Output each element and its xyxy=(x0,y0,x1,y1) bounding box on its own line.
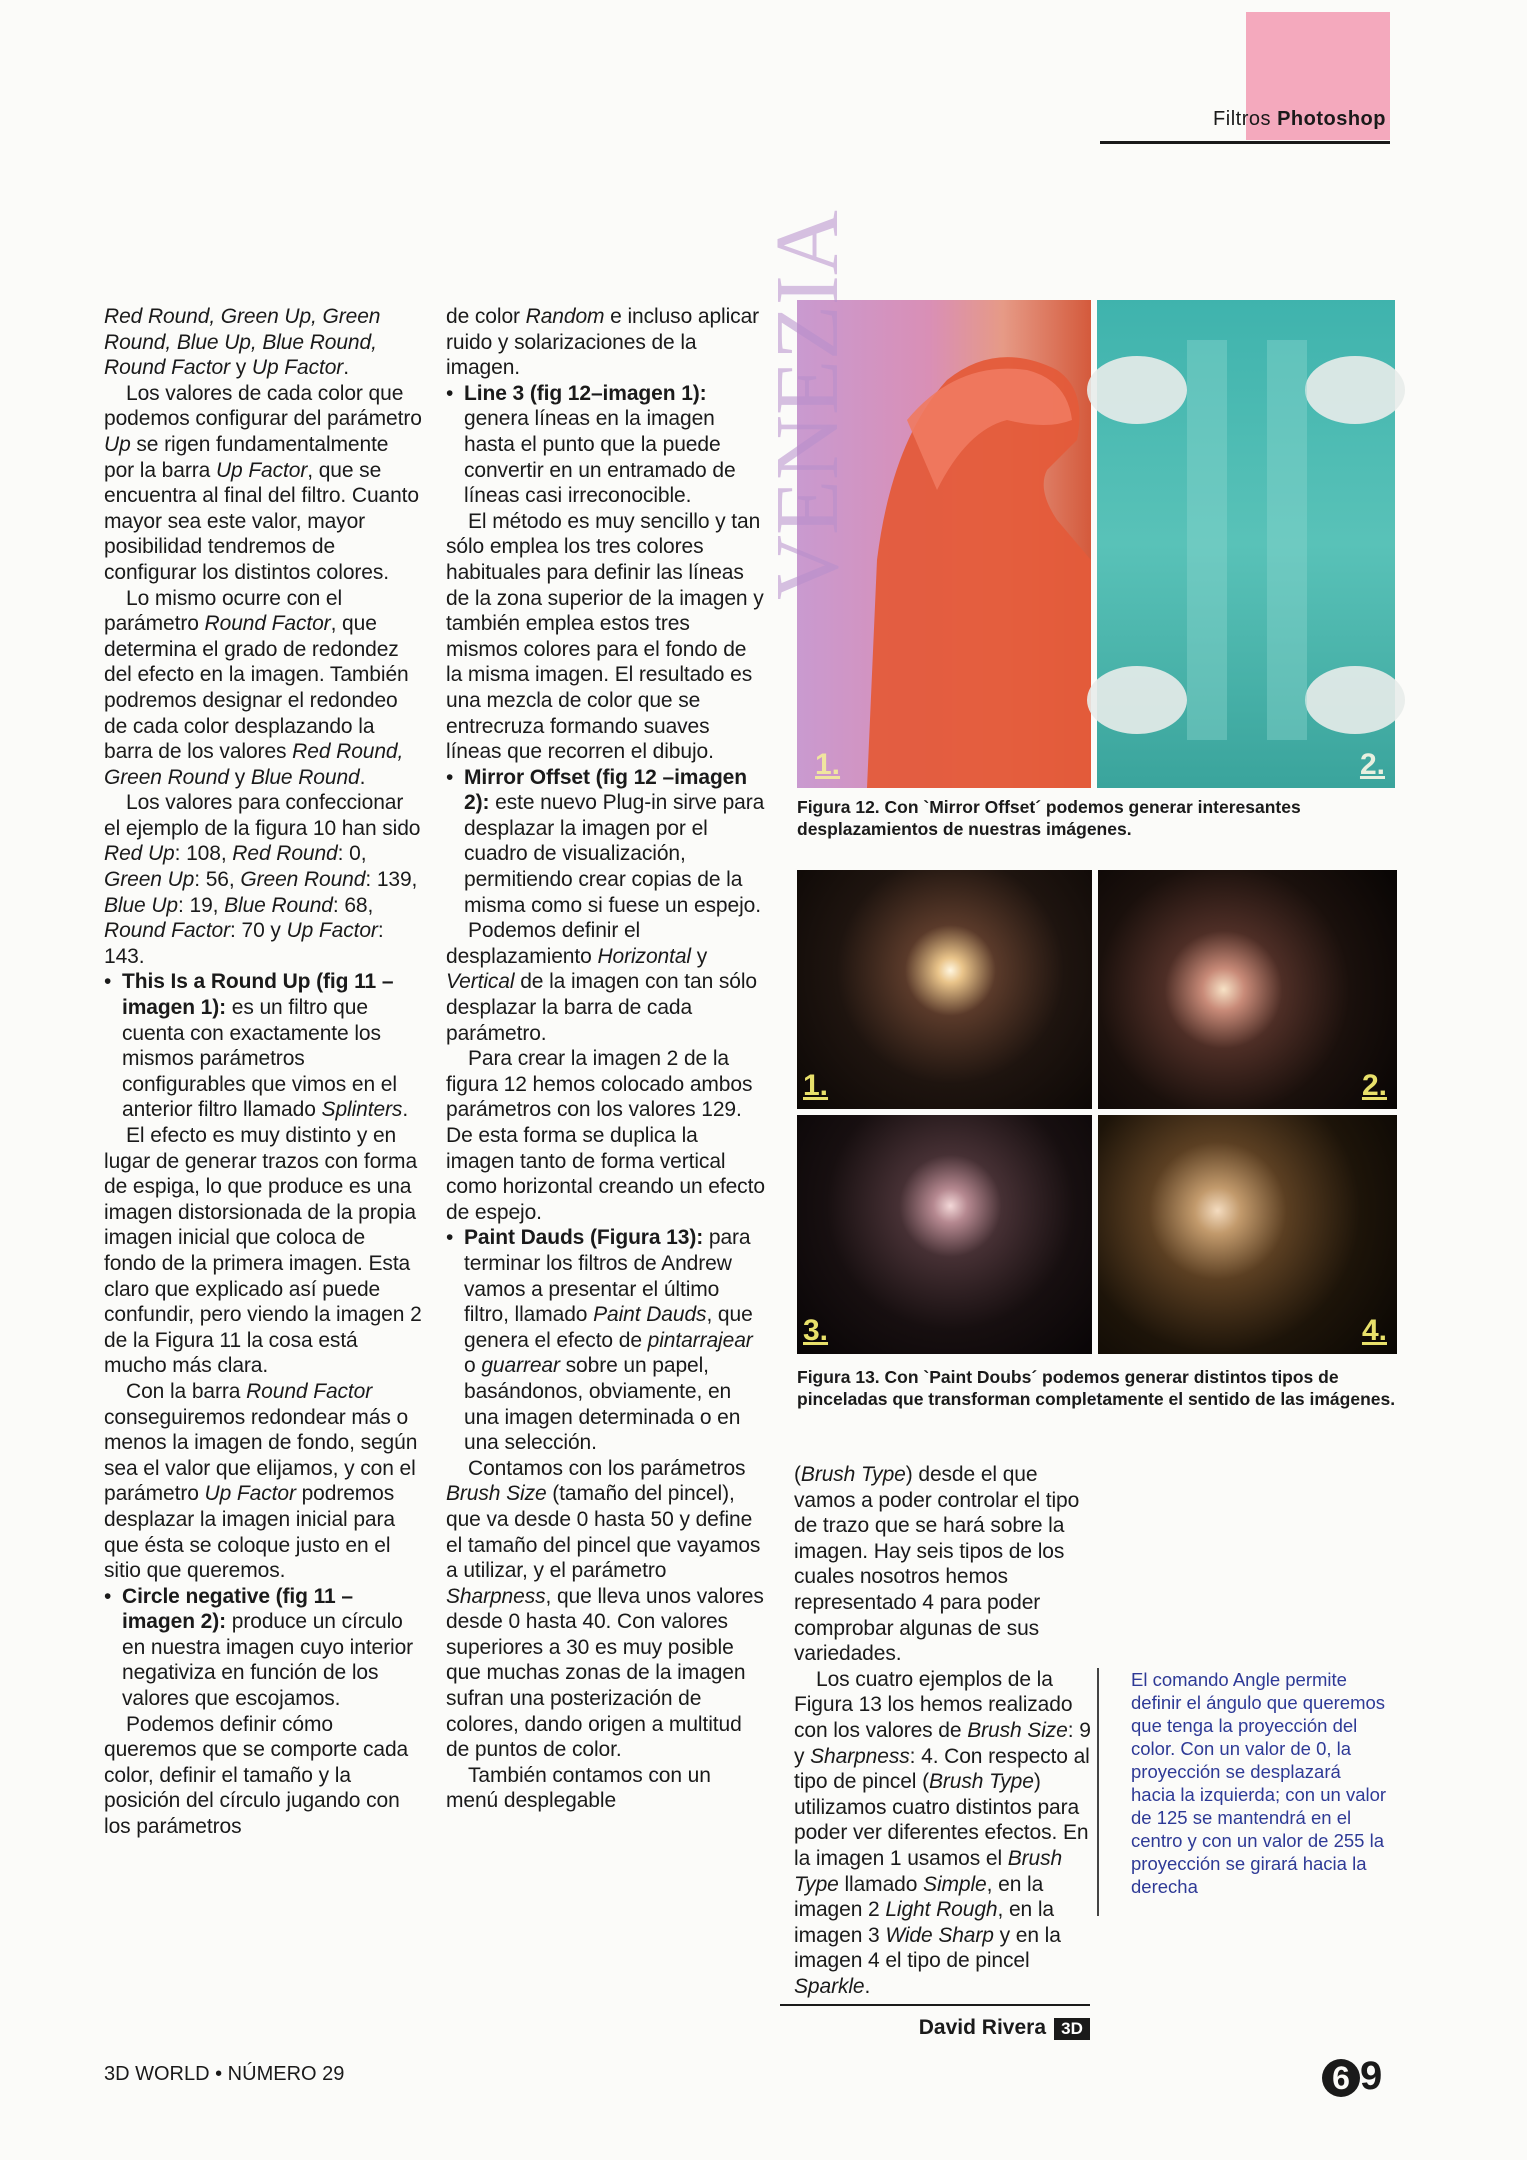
body-paragraph: de color Random e incluso aplicar ruido y solarizaciones de la imagen. xyxy=(446,305,760,380)
figure-13 xyxy=(797,870,1397,1354)
section-topic: Photoshop xyxy=(1277,108,1386,130)
figure-13-label-2: 2. xyxy=(1361,1069,1387,1102)
sidebar-note: El comando Angle permite definir el ángulo que queremos que tenga la proyección del color. Con un valor de 0, la proyección se desplazará hacia la izquierda; con un valor de 125 se mantendrá en el centro y con un valor de 255 la proyección se girará hacia la derecha xyxy=(1131,1669,1387,1897)
footer-magazine-issue: 3D WORLD • NÚMERO 29 xyxy=(104,2063,345,2085)
body-paragraph: Los cuatro ejemplos de la Figura 13 los hemos realizado con los valores de Brush Size: 9 y Sharpness: 4. Con respecto al tipo de pincel (Brush Type) utilizamos cuatro distintos para poder ver diferentes efectos. En la imagen 1 usamos el Brush Type llamado Simple, en la imagen 2 Light Rough, en la imagen 3 Wide Sharp y en la imagen 4 el tipo de pincel Sparkle. xyxy=(794,1667,1091,1998)
body-paragraph: Los valores para confeccionar el ejemplo de la figura 10 han sido Red Up: 108, Red Round: 0, Green Up: 56, Green Round: 139, Blue Up: 19, Blue Round: 68, Round Factor: 70 y Up Factor: 143. xyxy=(104,791,421,968)
svg-text:VENEZIA: VENEZIA xyxy=(758,210,857,600)
author-name: David Rivera xyxy=(918,2016,1046,2039)
body-paragraph: Con la barra Round Factor conseguiremos redondear más o menos la imagen de fondo, según sea el valor que elijamos, y con el parámetro Up Factor podremos desplazar la imagen inicial para que ésta se coloque justo en el sitio que queremos. xyxy=(104,1379,418,1583)
body-paragraph: El método es muy sencillo y tan sólo emplea los tres colores habituales para definir las líneas de la zona superior de la imagen y también emplea estos tres mismos colores para el fondo de la misma imagen. El resultado es una mezcla de color que se entrecruza formando suaves líneas que recorren el dibujo. xyxy=(446,509,764,764)
body-paragraph: (Brush Type) desde el que vamos a poder controlar el tipo de trazo que se hará sobre la imagen. Hay seis tipos de los cuales nosotros hemos representado 4 para poder comprobar algunas de sus variedades. xyxy=(794,1463,1080,1666)
figure-13-caption: Figura 13. Con `Paint Doubs´ podemos generar distintos tipos de pinceladas que transforman completamente el sentido de las imágenes. xyxy=(797,1367,1396,1409)
page-number-digit: 9 xyxy=(1360,2054,1383,2098)
section-name: Filtros xyxy=(1213,108,1271,130)
bullet-paragraph: • Circle negative (fig 11 –imagen 2): produce un círculo en nuestra imagen cuyo interior negativiza en función de los valores que escojamos. xyxy=(104,1584,422,1712)
body-paragraph: También contamos con un menú desplegable xyxy=(446,1763,711,1813)
figure-13-image-4 xyxy=(1098,1115,1397,1354)
section-title xyxy=(1213,108,1386,131)
page-number xyxy=(1322,2054,1382,2099)
body-paragraph: Red Round, Green Up, Green Round, Blue Up, Blue Round, Round Factor y Up Factor. xyxy=(104,305,381,380)
article-column-3 xyxy=(794,1462,1094,1999)
figure-13-image-3 xyxy=(797,1115,1092,1354)
figure-13-label-3: 3. xyxy=(803,1314,829,1347)
page-number-circle: 6 xyxy=(1322,2059,1360,2097)
figure-12-label-2: 2. xyxy=(1359,748,1385,781)
mirrored-horse-illustration xyxy=(1097,300,1395,788)
body-paragraph: Contamos con los parámetros Brush Size (tamaño del pincel), que va desde 0 hasta 50 y define el tamaño del pincel que vayamos a utilizar, y el parámetro Sharpness, que lleva unos valores desde 0 hasta 40. Con valores superiores a 30 es muy posible que muchas zonas de la imagen sufran una posterización de colores, dando origen a multitud de puntos de color. xyxy=(446,1456,764,1762)
body-paragraph: El efecto es muy distinto y en lugar de generar trazos con forma de espiga, lo que produce es una imagen distorsionada de la propia imagen inicial que coloca de fondo de la primera imagen. Esta claro que explicado así puede confundir, pero viendo la imagen 2 de la Figura 11 la cosa está mucho más clara. xyxy=(104,1124,422,1378)
bullet-paragraph: • This Is a Round Up (fig 11 –imagen 1): es un filtro que cuenta con exactamente los mismos parámetros configurables que vimos en el anterior filtro llamado Splinters. xyxy=(104,969,422,1123)
byline-rule xyxy=(780,2004,1090,2006)
article-column-1 xyxy=(104,304,422,1840)
figure-13-image-1 xyxy=(797,870,1092,1109)
body-paragraph: Podemos definir cómo queremos que se comporte cada color, definir el tamaño y la posición del círculo jugando con los parámetros xyxy=(104,1712,409,1839)
byline xyxy=(780,2004,1090,2044)
bullet-paragraph: • Line 3 (fig 12–imagen 1): genera líneas en la imagen hasta el punto que la puede convertir en un entramado de líneas casi irreconocible. xyxy=(446,381,766,509)
sidebar-rule xyxy=(1097,1668,1099,1916)
figure-12-label-1: 1. xyxy=(815,748,841,781)
body-paragraph: Lo mismo ocurre con el parámetro Round Factor, que determina el grado de redondez del efecto en la imagen. También podremos designar el redondeo de cada color desplazando la barra de los valores Red Round, Green Round y Blue Round. xyxy=(104,586,409,789)
page-header xyxy=(1100,98,1390,140)
body-paragraph: Los valores de cada color que podemos configurar del parámetro Up se rigen fundamentalmente por la barra Up Factor, que se encuentra al final del filtro. Cuanto mayor sea este valor, mayor posibilidad tendremos de configurar los distintos colores. xyxy=(104,381,422,584)
magazine-logo: 3D xyxy=(1054,2018,1090,2040)
header-rule xyxy=(1100,141,1390,144)
figure-12-image-2 xyxy=(1097,300,1395,788)
figure-13-label-1: 1. xyxy=(803,1069,829,1102)
figure-12-caption: Figura 12. Con `Mirror Offset´ podemos generar interesantes desplazamientos de nuestras imágenes. xyxy=(797,797,1301,839)
figure-13-image-2 xyxy=(1098,870,1397,1109)
figure-12-image-1 xyxy=(758,210,1091,788)
figure-12 xyxy=(758,210,1395,788)
body-paragraph: Para crear la imagen 2 de la figura 12 hemos colocado ambos parámetros con los valores 129. De esta forma se duplica la imagen tanto de forma vertical como horizontal creando un efecto de espejo. xyxy=(446,1047,765,1224)
horse-illustration xyxy=(758,210,1091,788)
body-paragraph: Podemos definir el desplazamiento Horizontal y Vertical de la imagen con tan sólo desplazar la barra de cada parámetro. xyxy=(446,919,758,1045)
bullet-paragraph: • Paint Dauds (Figura 13): para terminar los filtros de Andrew vamos a presentar el último filtro, llamado Paint Dauds, que genera el efecto de pintarrajear o guarrear sobre un papel, basándonos, obviamente, en una imagen determinada o en una selección. xyxy=(446,1225,766,1455)
figure-13-label-4: 4. xyxy=(1361,1314,1387,1347)
bullet-paragraph: • Mirror Offset (fig 12 –imagen 2): este nuevo Plug-in sirve para desplazar la imagen por el cuadro de visualización, permitiendo crear copias de la misma como si fuese un espejo. xyxy=(446,765,766,919)
article-column-2 xyxy=(446,304,766,1814)
